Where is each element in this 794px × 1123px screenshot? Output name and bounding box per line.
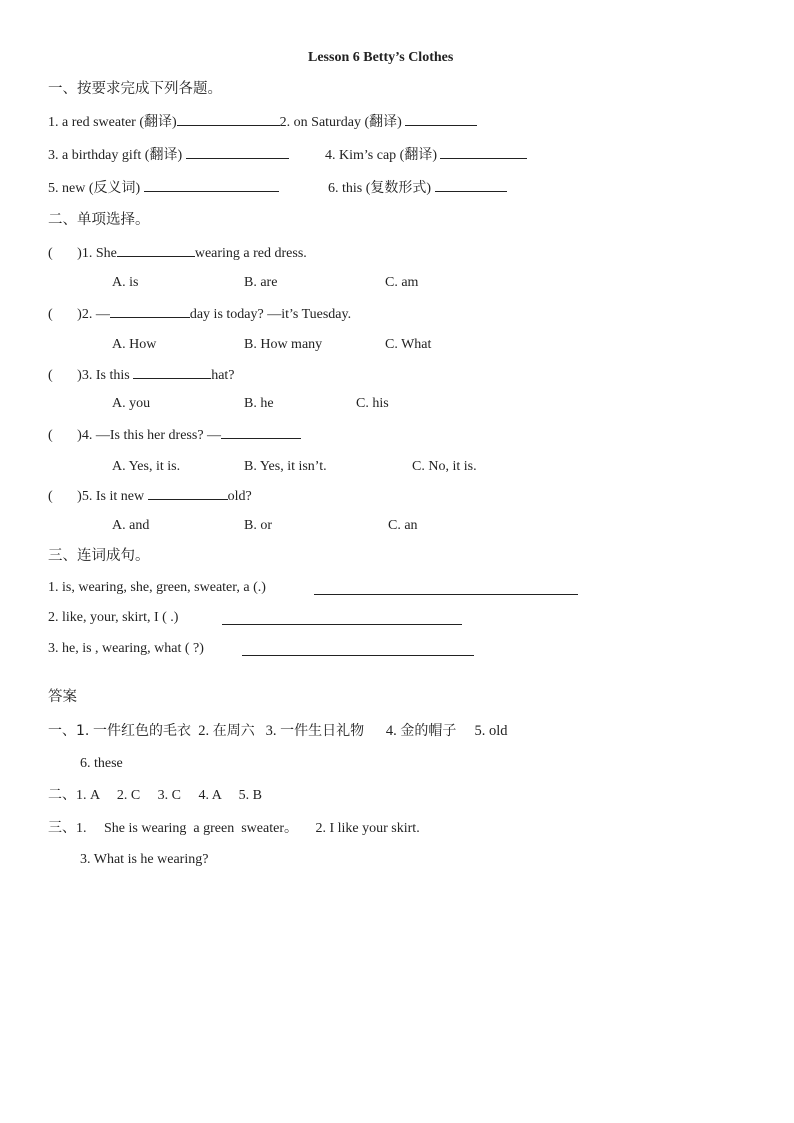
- option-a[interactable]: A. Yes, it is.: [112, 459, 181, 474]
- option-c[interactable]: C. What: [385, 337, 432, 352]
- question-number: )5.: [77, 489, 93, 504]
- question-text: 1. a red sweater (翻译): [48, 115, 177, 130]
- choice-question-5: [48, 487, 252, 506]
- question-text: Is this: [95, 368, 134, 383]
- question-text: 5. new (反义词): [48, 181, 141, 196]
- answer-text: 1. She is wearing a green sweater。: [76, 821, 298, 836]
- choice-question-2: [48, 305, 351, 324]
- answer-blank[interactable]: [221, 426, 301, 439]
- question-1-3: [48, 146, 289, 165]
- answers-part1-line2: 6. these: [80, 756, 123, 771]
- choice-question-4: [48, 426, 301, 445]
- answer-line[interactable]: [314, 594, 578, 595]
- answers-part3-line1: [48, 819, 420, 838]
- answers-part3-line2: 3. What is he wearing?: [80, 852, 209, 867]
- option-a[interactable]: A. is: [112, 275, 139, 290]
- question-text: —: [95, 307, 110, 322]
- answer-number: 2.: [198, 723, 210, 739]
- option-c[interactable]: C. an: [388, 518, 418, 533]
- answer-blank[interactable]: [405, 113, 477, 126]
- answer-number: 4.: [385, 723, 397, 739]
- answer-blank[interactable]: [133, 366, 211, 379]
- option-b[interactable]: B. Yes, it isn’t.: [244, 459, 327, 474]
- option-c[interactable]: C. his: [356, 396, 389, 411]
- answer-3: 一件生日礼物: [280, 723, 365, 739]
- question-number: )1.: [77, 246, 93, 261]
- option-a[interactable]: A. and: [112, 518, 150, 533]
- answer-line[interactable]: [222, 624, 462, 625]
- answer-bracket[interactable]: (: [48, 246, 78, 261]
- answers-part1-line1: [48, 722, 508, 740]
- question-number: )3.: [77, 368, 93, 383]
- answer-2: 在周六: [212, 723, 255, 739]
- answer-1: 一件红色的毛衣: [92, 723, 191, 739]
- answer-prefix: 二、: [48, 787, 76, 803]
- answers-heading: 答案: [48, 689, 77, 705]
- answer-number: 3.: [265, 723, 277, 739]
- answer-bracket[interactable]: (: [48, 368, 78, 383]
- question-number: )2.: [77, 307, 93, 322]
- sentence-question-1: 1. is, wearing, she, green, sweater, a (.): [48, 580, 266, 595]
- question-text: She: [95, 246, 117, 261]
- question-text: 2. on Saturday (翻译): [279, 115, 402, 130]
- option-b[interactable]: B. are: [244, 275, 278, 290]
- sentence-question-2: 2. like, your, skirt, I ( .): [48, 610, 179, 625]
- answer-blank[interactable]: [110, 305, 190, 318]
- answer-prefix: 一、1.: [48, 723, 90, 739]
- option-b[interactable]: B. or: [244, 518, 272, 533]
- question-1-5: [48, 179, 279, 198]
- answer-blank[interactable]: [148, 487, 228, 500]
- question-text: wearing a red dress.: [194, 246, 307, 261]
- question-1-1: [48, 113, 477, 132]
- choice-question-3: [48, 366, 235, 385]
- question-text: 6. this (复数形式): [328, 181, 432, 196]
- answer-bracket[interactable]: (: [48, 428, 78, 443]
- question-text: —Is this her dress? —: [95, 428, 222, 443]
- answer-bracket[interactable]: (: [48, 307, 78, 322]
- option-b[interactable]: B. he: [244, 396, 274, 411]
- question-text: 4. Kim’s cap (翻译): [325, 148, 437, 163]
- answer-blank[interactable]: [186, 146, 289, 159]
- option-c[interactable]: C. am: [385, 275, 419, 290]
- question-number: )4.: [77, 428, 93, 443]
- answer-bracket[interactable]: (: [48, 489, 78, 504]
- answer-blank[interactable]: [144, 179, 279, 192]
- question-text: Is it new: [95, 489, 148, 504]
- answers-part2: [48, 786, 262, 805]
- answer-blank[interactable]: [440, 146, 527, 159]
- sentence-question-3: 3. he, is , wearing, what ( ?): [48, 641, 204, 656]
- section-3-heading: 三、连词成句。: [48, 548, 150, 564]
- question-1-6: [328, 179, 507, 198]
- option-a[interactable]: A. How: [112, 337, 157, 352]
- page-title: Lesson 6 Betty’s Clothes: [308, 50, 454, 65]
- choice-question-1: [48, 244, 307, 263]
- answer-blank[interactable]: [177, 113, 280, 126]
- question-text: day is today? —it’s Tuesday.: [189, 307, 352, 322]
- answer-blank[interactable]: [435, 179, 507, 192]
- question-text: hat?: [211, 368, 235, 383]
- answer-5: 5. old: [474, 723, 508, 739]
- question-1-4: [325, 146, 527, 165]
- option-b[interactable]: B. How many: [244, 337, 323, 352]
- answer-text: 2. I like your skirt.: [315, 821, 420, 836]
- question-text: old?: [227, 489, 252, 504]
- section-2-heading: 二、单项选择。: [48, 212, 150, 228]
- answer-line[interactable]: [242, 655, 474, 656]
- answer-prefix: 三、: [48, 820, 76, 836]
- option-a[interactable]: A. you: [112, 396, 151, 411]
- section-1-heading: 一、按要求完成下列各题。: [48, 81, 222, 97]
- answer-blank[interactable]: [117, 244, 195, 257]
- option-c[interactable]: C. No, it is.: [412, 459, 477, 474]
- answer-text: 1. A 2. C 3. C 4. A 5. B: [76, 788, 262, 803]
- question-text: 3. a birthday gift (翻译): [48, 148, 183, 163]
- answer-4: 金的帽子: [400, 723, 457, 739]
